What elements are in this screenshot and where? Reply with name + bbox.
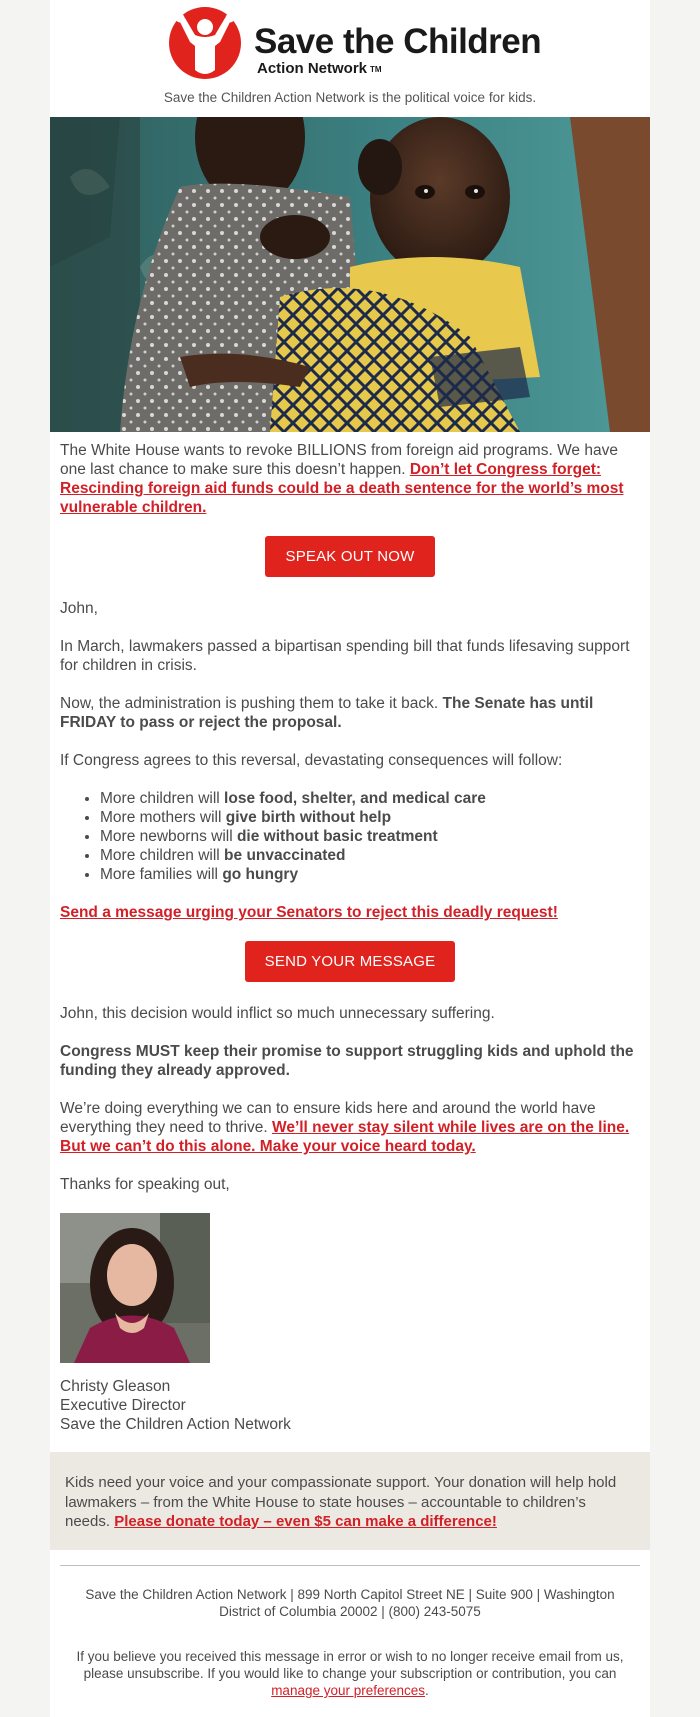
list-item <box>100 865 640 884</box>
paragraph-senate-deadline <box>60 694 640 732</box>
paragraph-congress-must <box>60 1042 640 1080</box>
intro-paragraph <box>60 441 640 517</box>
email-container <box>50 0 650 1717</box>
list-item-bold: die without basic treatment <box>236 828 438 845</box>
footer-period: . <box>425 1683 429 1698</box>
footer-address: Save the Children Action Network | 899 North Capitol Street NE | Suite 900 | Washington District of Columbia 20002 | (800) 243-5075 <box>85 1587 615 1619</box>
trademark-mark: TM <box>370 64 382 74</box>
children-photo-illustration <box>50 117 650 432</box>
consequences-list <box>60 789 640 884</box>
footer-divider <box>60 1565 640 1566</box>
list-item-bold: be unvaccinated <box>224 847 346 864</box>
donate-text: Kids need your voice and your compassionate support. Your donation will help hold lawmakers – from the White House to state houses – accountable to children’s needs. <box>65 1474 617 1530</box>
signature-org: Save the Children Action Network <box>60 1416 291 1433</box>
list-item-text: More newborns will <box>100 828 237 845</box>
list-item <box>100 808 640 827</box>
list-item <box>100 789 640 808</box>
intro-link[interactable]: Don’t let Congress forget: Rescinding foreign aid funds could be a death sentence for the world’s most vulnerable children. <box>60 461 624 516</box>
list-item-text: More families will <box>100 866 223 883</box>
congress-must-bold: Congress MUST keep their promise to support struggling kids and uphold the funding they already approved. <box>60 1043 634 1079</box>
list-item <box>100 827 640 846</box>
paragraph-thrive <box>60 1099 640 1156</box>
brand-subtitle-text: Action Network <box>257 60 368 77</box>
unsubscribe-text: If you believe you received this message in error or wish to no longer receive email from us, please unsubscribe. If you would like to change your subscription or contribution, you can <box>76 1649 624 1681</box>
greeting: John, <box>60 600 98 617</box>
signature-name: Christy Gleason <box>60 1378 171 1395</box>
thrive-text: We’re doing everything we can to ensure kids here and around the world have everything they need to thrive. <box>60 1100 596 1136</box>
list-item-bold: lose food, shelter, and medical care <box>224 790 486 807</box>
senators-link-paragraph <box>60 903 640 922</box>
footer-unsubscribe <box>65 1648 635 1699</box>
list-item-text: More children will <box>100 790 225 807</box>
donate-box <box>50 1452 650 1550</box>
tagline: Save the Children Action Network is the political voice for kids. <box>163 90 537 105</box>
save-the-children-logo-icon <box>168 6 242 80</box>
list-item-bold: go hungry <box>222 866 299 883</box>
list-item-bold: give birth without help <box>225 809 392 826</box>
list-item-text: More mothers will <box>100 809 226 826</box>
paragraph-march-bill: In March, lawmakers passed a bipartisan spending bill that funds lifesaving support for children in crisis. <box>60 638 630 674</box>
hero-image <box>50 117 650 432</box>
send-message-link[interactable]: Send a message urging your Senators to reject this deadly request! <box>60 904 558 921</box>
brand-title: Save the Children <box>254 22 542 61</box>
manage-preferences-link[interactable]: manage your preferences <box>271 1683 426 1698</box>
list-item <box>100 846 640 865</box>
closing: Thanks for speaking out, <box>60 1176 230 1193</box>
send-your-message-button[interactable]: SEND YOUR MESSAGE <box>245 941 456 982</box>
voice-heard-link[interactable]: We’ll never stay silent while lives are on the line. But we can’t do this alone. Make your voice heard today. <box>60 1119 630 1155</box>
paragraph-consequences-intro: If Congress agrees to this reversal, devastating consequences will follow: <box>60 752 563 769</box>
signature-block <box>60 1213 640 1434</box>
senate-text: Now, the administration is pushing them to take it back. <box>60 695 443 712</box>
email-header <box>50 0 650 116</box>
signature-role: Executive Director <box>60 1397 186 1414</box>
donate-link[interactable]: Please donate today – even $5 can make a difference! <box>114 1513 497 1530</box>
intro-text: The White House wants to revoke BILLIONS from foreign aid programs. We have one last chance to make sure this doesn’t happen. <box>60 442 618 478</box>
donate-text-block <box>65 1473 625 1532</box>
speak-out-now-button[interactable]: SPEAK OUT NOW <box>265 536 434 577</box>
brand-subtitle <box>257 60 382 77</box>
email-body <box>60 441 640 1434</box>
senate-deadline-bold: The Senate has until FRIDAY to pass or reject the proposal. <box>60 695 594 731</box>
list-item-text: More children will <box>100 847 225 864</box>
signature-photo <box>60 1213 210 1363</box>
paragraph-suffering: John, this decision would inflict so much unnecessary suffering. <box>60 1005 495 1022</box>
